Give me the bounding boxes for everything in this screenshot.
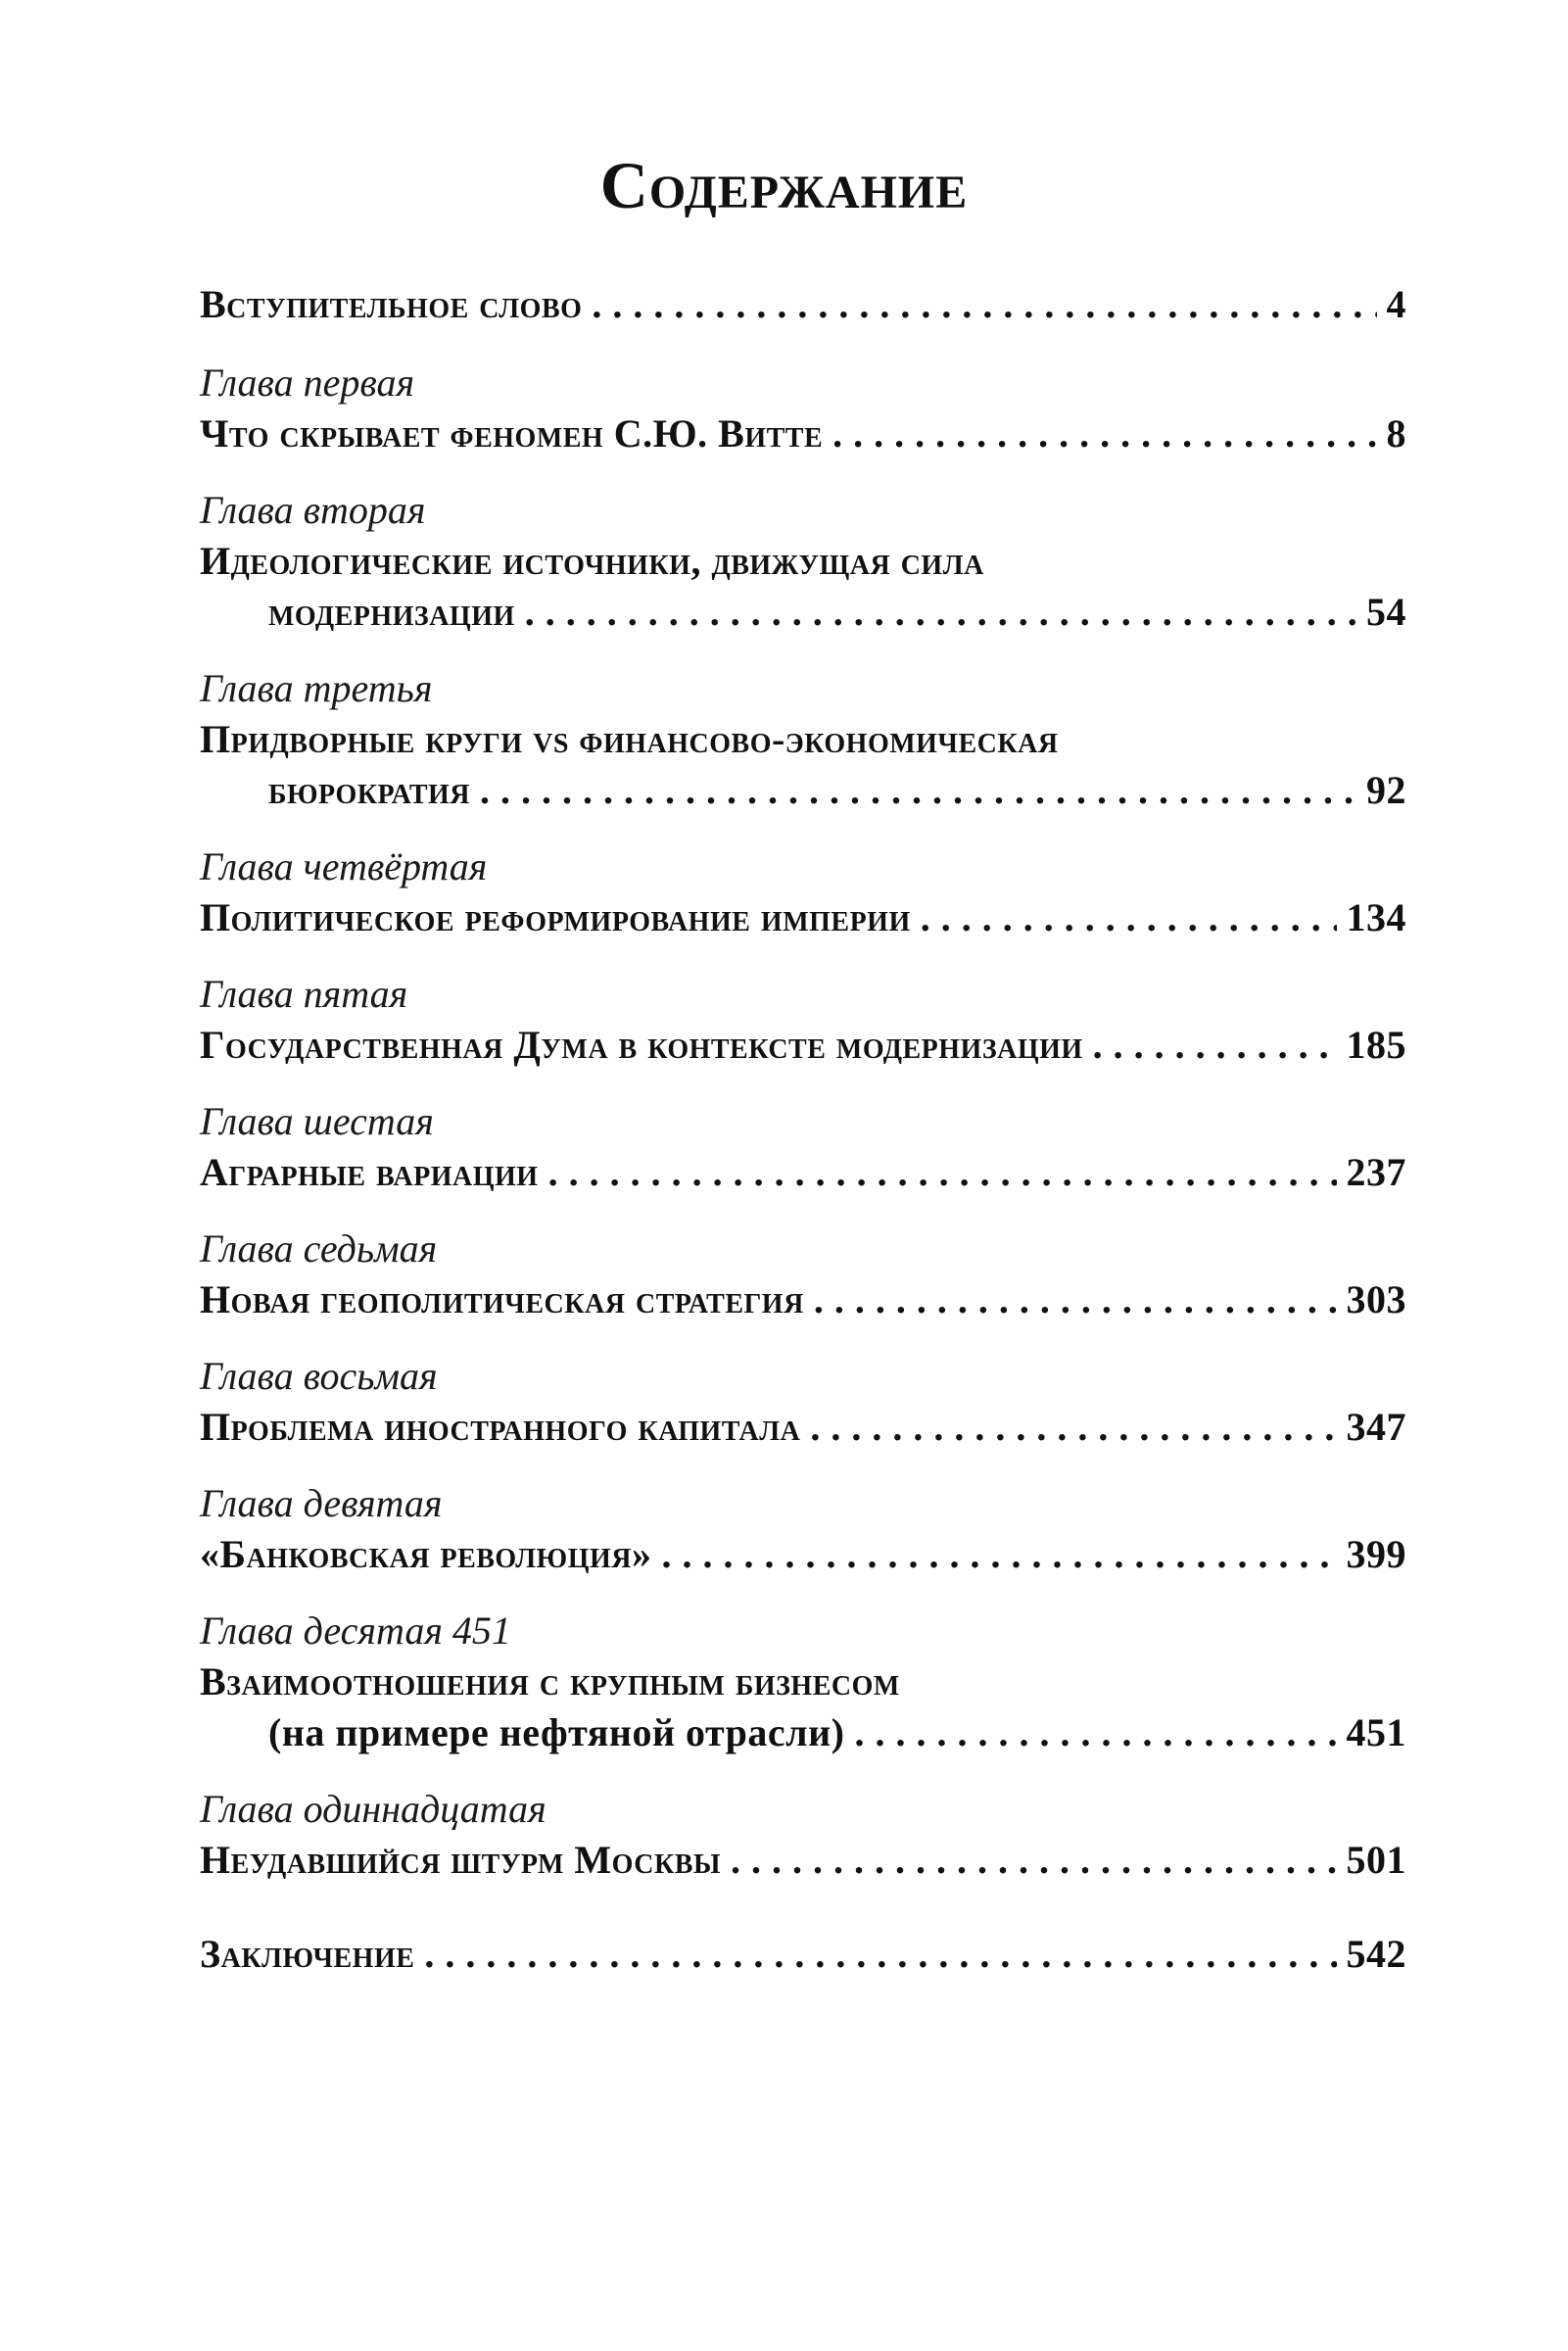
chapter-label: Глава девятая: [200, 1481, 443, 1525]
chapter-label: Глава четвёртая: [200, 844, 488, 888]
page-number: 303: [1346, 1277, 1406, 1321]
toc-entry-intro: [200, 279, 1406, 330]
entry-title: Заключение: [200, 1932, 415, 1976]
dot-leader: [661, 1529, 1336, 1580]
chapter-label: Глава десятая 451: [200, 1608, 511, 1653]
toc-line[interactable]: [200, 1656, 1406, 1707]
entry-title: Идеологические источники, движущая сила: [200, 539, 984, 583]
entry-title-continued: модернизации: [268, 590, 515, 634]
page-number: 347: [1346, 1405, 1406, 1449]
entry-title: Новая геополитическая стратегия: [200, 1277, 804, 1321]
dot-leader: [424, 1929, 1336, 1980]
dot-leader: [548, 1147, 1337, 1198]
toc-entry-chapter-9: [200, 1478, 1406, 1580]
toc-line[interactable]: [200, 1147, 1406, 1198]
dot-leader: [854, 1707, 1336, 1758]
chapter-label: Глава третья: [200, 666, 433, 710]
page-number: 237: [1346, 1150, 1406, 1194]
dot-leader: [480, 765, 1356, 816]
toc-line[interactable]: [200, 1274, 1406, 1325]
page-number: 399: [1346, 1532, 1406, 1576]
toc-line-continuation[interactable]: [200, 1707, 1406, 1758]
toc-entry-chapter-6: [200, 1096, 1406, 1198]
entry-title: «Банковская революция»: [200, 1532, 652, 1576]
toc-entry-chapter-11: [200, 1784, 1406, 1886]
chapter-label: Глава пятая: [200, 972, 408, 1016]
page-number: 4: [1386, 282, 1406, 326]
toc-line[interactable]: [200, 536, 1406, 587]
table-of-contents: [200, 279, 1406, 1980]
chapter-label: Глава вторая: [200, 488, 426, 532]
dot-leader: [814, 1274, 1337, 1325]
entry-title: Государственная Дума в контексте модернизации: [200, 1023, 1083, 1067]
chapter-label: Глава седьмая: [200, 1226, 438, 1271]
page-number: 134: [1346, 895, 1406, 939]
toc-line[interactable]: [200, 1529, 1406, 1580]
chapter-label: Глава шестая: [200, 1099, 434, 1143]
dot-leader: [592, 279, 1376, 330]
page-number: 451: [1346, 1710, 1406, 1754]
page-number: 185: [1346, 1023, 1406, 1067]
entry-title: Аграрные вариации: [200, 1150, 539, 1194]
dot-leader: [810, 1402, 1336, 1453]
entry-title: Придворные круги vs финансово-экономическая: [200, 717, 1059, 761]
page-number: 8: [1386, 411, 1406, 456]
toc-line[interactable]: [200, 1929, 1406, 1980]
chapter-label: Глава восьмая: [200, 1354, 438, 1398]
page-number: 501: [1346, 1838, 1406, 1882]
toc-line[interactable]: [200, 892, 1406, 943]
page-number: 92: [1366, 768, 1406, 812]
entry-title: Политическое реформирование империи: [200, 895, 911, 939]
dot-leader: [525, 587, 1356, 638]
entry-title: Вступительное слово: [200, 282, 583, 326]
toc-line-continuation[interactable]: [200, 587, 1406, 638]
toc-entry-chapter-7: [200, 1223, 1406, 1325]
dot-leader: [731, 1835, 1337, 1886]
toc-entry-chapter-8: [200, 1351, 1406, 1453]
toc-entry-chapter-3: [200, 663, 1406, 816]
toc-line[interactable]: [200, 714, 1406, 765]
entry-title-continued: (на примере нефтяной отрасли): [268, 1710, 845, 1754]
toc-entry-conclusion: [200, 1929, 1406, 1980]
entry-title: Что скрывает феномен С.Ю. Витте: [200, 411, 824, 456]
page-number: 54: [1366, 590, 1406, 634]
toc-entry-chapter-5: [200, 969, 1406, 1071]
entry-title-continued: бюрократия: [268, 768, 471, 812]
dot-leader: [832, 408, 1376, 459]
entry-title: Проблема иностранного капитала: [200, 1405, 801, 1449]
entry-title: Неудавшийся штурм Москвы: [200, 1838, 721, 1882]
toc-entry-chapter-10: [200, 1606, 1406, 1758]
dot-leader: [921, 892, 1337, 943]
entry-title: Взаимоотношения с крупным бизнесом: [200, 1659, 900, 1703]
toc-entry-chapter-1: [200, 358, 1406, 459]
chapter-label: Глава одиннадцатая: [200, 1787, 546, 1831]
chapter-label: Глава первая: [200, 360, 415, 405]
toc-line[interactable]: [200, 408, 1406, 459]
toc-line[interactable]: [200, 1020, 1406, 1071]
toc-line-continuation[interactable]: [200, 765, 1406, 816]
toc-line[interactable]: [200, 1835, 1406, 1886]
toc-entry-chapter-4: [200, 841, 1406, 943]
page-title: Содержание: [599, 148, 969, 222]
toc-entry-chapter-2: [200, 485, 1406, 638]
page-number: 542: [1346, 1932, 1406, 1976]
toc-line[interactable]: [200, 1402, 1406, 1453]
toc-line[interactable]: [200, 279, 1406, 330]
dot-leader: [1093, 1020, 1337, 1071]
